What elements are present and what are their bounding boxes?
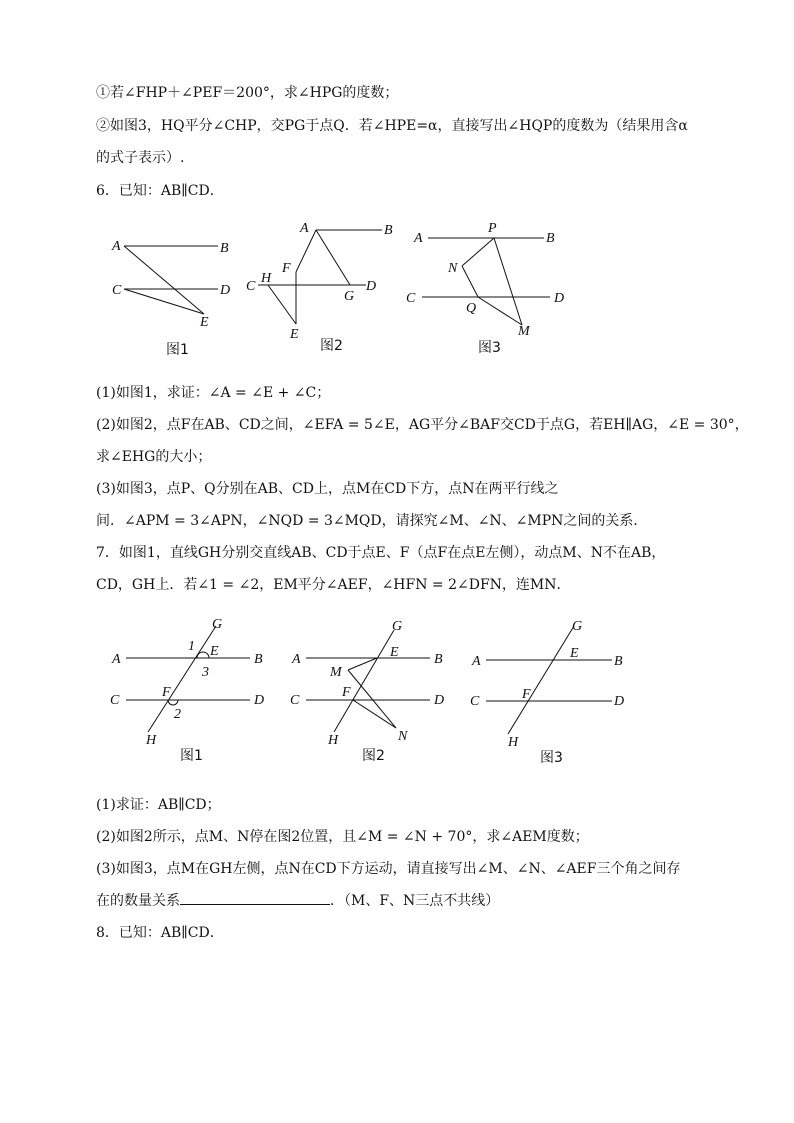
label-m: M bbox=[330, 665, 342, 680]
label-a: A bbox=[112, 652, 121, 667]
segment-mn bbox=[348, 670, 396, 728]
label-e: E bbox=[210, 644, 219, 659]
label-h: H bbox=[328, 733, 339, 748]
label-g: G bbox=[344, 289, 355, 304]
label-a: A bbox=[472, 654, 481, 669]
q7-part-2: (2)如图2所示，点M、N停在图2位置，且∠M = ∠N + 70°，求∠AEM度数； bbox=[96, 829, 589, 845]
q6-figure-1 bbox=[100, 222, 250, 362]
q6-figure-2 bbox=[240, 212, 410, 362]
label-c: C bbox=[290, 693, 300, 708]
segment-eh bbox=[268, 285, 296, 324]
segment-pn bbox=[462, 238, 494, 266]
q7-part-3-prefix: 在的数量关系 bbox=[96, 893, 180, 909]
label-a: A bbox=[414, 231, 423, 246]
text-line-1: ①若∠FHP＋∠PEF＝200°，求∠HPG的度数； bbox=[96, 85, 399, 101]
label-d: D bbox=[366, 279, 377, 294]
q7-part-3-cont bbox=[96, 890, 499, 910]
q7-figure-1 bbox=[104, 612, 274, 767]
label-angle-1: 1 bbox=[188, 639, 195, 654]
answer-blank[interactable] bbox=[180, 892, 330, 905]
q6-part-2: (2)如图2，点F在AB、CD之间，∠EFA = 5∠E，AG平分∠BAF交CD于点G，若EH∥AG，∠E = 30°， bbox=[96, 417, 749, 433]
label-b: B bbox=[434, 652, 443, 667]
label-e: E bbox=[390, 645, 399, 660]
segment-ag bbox=[316, 230, 350, 285]
label-c: C bbox=[470, 694, 480, 709]
label-e: E bbox=[200, 315, 209, 330]
q7-part-3-suffix: ．（M、F、N三点不共线） bbox=[330, 893, 500, 909]
q6-part-3: (3)如图3，点P、Q分别在AB、CD上，点M在CD下方，点N在两平行线之 bbox=[96, 481, 559, 497]
q6-part-2-cont: 求∠EHG的大小； bbox=[96, 449, 212, 465]
question-7-cont: CD，GH上．若∠1 = ∠2，EM平分∠AEF，∠HFN = 2∠DFN，连MN． bbox=[96, 577, 571, 593]
line-gh bbox=[508, 626, 574, 734]
label-d: D bbox=[614, 694, 625, 709]
q7-part-3: (3)如图3，点M在GH左侧，点N在CD下方运动，请直接写出∠M、∠N、∠AEF三个角之间存 bbox=[96, 861, 681, 877]
text-line-3: 的式子表示）. bbox=[96, 150, 185, 166]
segment-fn bbox=[353, 700, 396, 728]
label-q: Q bbox=[466, 301, 477, 316]
q6-part-3-cont: 间．∠APM = 3∠APN，∠NQD = 3∠MQD，请探究∠M、∠N、∠MPN之间的关系． bbox=[96, 513, 648, 529]
figure-caption: 图3 bbox=[540, 750, 563, 766]
label-a: A bbox=[292, 652, 301, 667]
figure-caption: 图3 bbox=[478, 340, 501, 356]
figure-caption: 图1 bbox=[166, 342, 189, 358]
label-h: H bbox=[146, 733, 157, 748]
label-h: H bbox=[261, 271, 272, 286]
q6-part-1: (1)如图1，求证：∠A = ∠E + ∠C； bbox=[96, 385, 331, 401]
q7-figure-3 bbox=[462, 612, 642, 767]
label-angle-2: 2 bbox=[174, 707, 181, 722]
label-d: D bbox=[434, 693, 445, 708]
question-8-title: 8．已知：AB∥CD． bbox=[96, 925, 224, 941]
label-f: F bbox=[162, 685, 171, 700]
label-a: A bbox=[112, 239, 121, 254]
q7-part-1: (1)求证：AB∥CD； bbox=[96, 797, 221, 813]
segment-pm bbox=[494, 238, 522, 325]
figure-caption: 图2 bbox=[362, 748, 385, 764]
label-c: C bbox=[246, 279, 256, 294]
label-c: C bbox=[112, 283, 122, 298]
label-b: B bbox=[220, 241, 229, 256]
label-e: E bbox=[290, 327, 299, 342]
label-n: N bbox=[448, 261, 458, 276]
segment-nq bbox=[462, 266, 478, 297]
question-7-title: 7．如图1，直线GH分别交直线AB、CD于点E、F（点F在点E左侧），动点M、N不在AB， bbox=[96, 545, 666, 561]
label-b: B bbox=[546, 231, 555, 246]
label-d: D bbox=[254, 693, 265, 708]
label-a: A bbox=[300, 221, 309, 236]
q6-figure-3 bbox=[400, 212, 580, 362]
line-gh bbox=[334, 630, 394, 732]
label-g: G bbox=[572, 619, 583, 634]
angle-mark-f bbox=[168, 700, 178, 705]
label-h: H bbox=[508, 735, 519, 750]
segment-qm bbox=[478, 297, 522, 325]
question-6-title: 6．已知：AB∥CD． bbox=[96, 183, 224, 199]
label-c: C bbox=[110, 693, 120, 708]
label-m: M bbox=[518, 324, 530, 339]
label-b: B bbox=[384, 223, 393, 238]
figure-caption: 图2 bbox=[320, 338, 343, 354]
segment-ce bbox=[124, 289, 204, 314]
label-f: F bbox=[342, 685, 351, 700]
label-angle-3: 3 bbox=[202, 665, 209, 680]
figure-caption: 图1 bbox=[180, 748, 203, 764]
label-d: D bbox=[554, 291, 565, 306]
label-g: G bbox=[212, 617, 223, 632]
label-b: B bbox=[254, 652, 263, 667]
label-f: F bbox=[282, 261, 291, 276]
label-e: E bbox=[570, 646, 579, 661]
label-n: N bbox=[398, 729, 408, 744]
segment-em bbox=[348, 658, 377, 670]
label-f: F bbox=[522, 687, 531, 702]
label-c: C bbox=[406, 291, 416, 306]
text-line-2: ②如图3，HQ平分∠CHP，交PG于点Q．若∠HPE=α，直接写出∠HQP的度数为（结果用含α bbox=[96, 118, 688, 134]
label-p: P bbox=[488, 221, 497, 236]
label-d: D bbox=[220, 283, 231, 298]
label-b: B bbox=[614, 654, 623, 669]
segment-af bbox=[296, 230, 316, 272]
label-g: G bbox=[392, 619, 403, 634]
segment-ae bbox=[124, 246, 204, 314]
q7-figure-2 bbox=[284, 612, 464, 767]
